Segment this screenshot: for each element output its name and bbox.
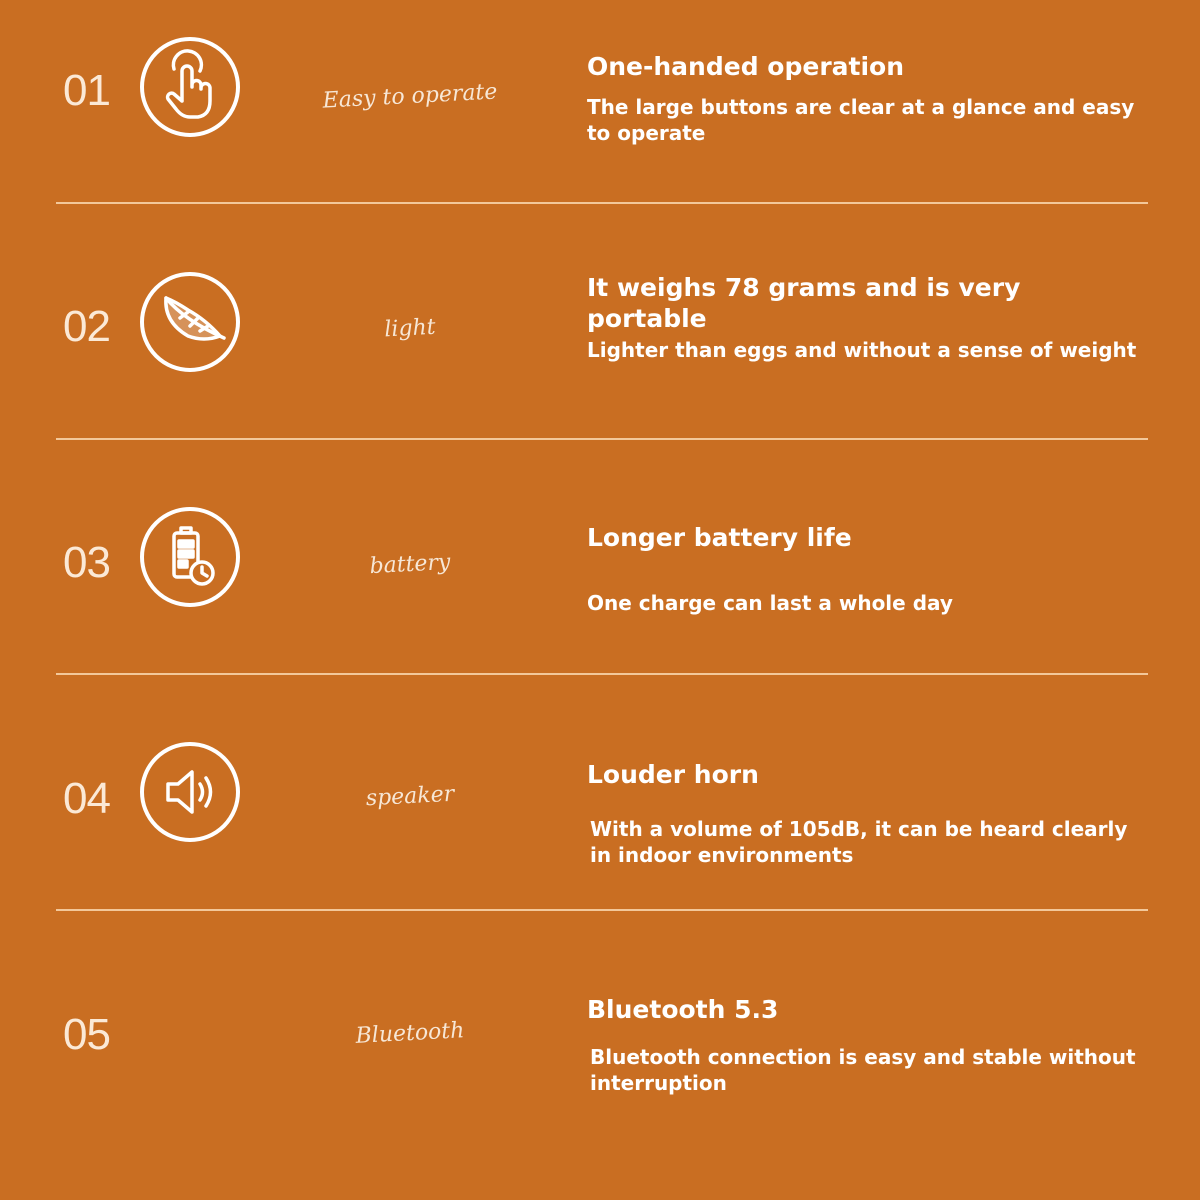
feather-icon — [140, 272, 240, 372]
feature-number: 04 — [63, 774, 110, 823]
feature-title: Louder horn — [587, 760, 759, 789]
feature-number: 03 — [63, 538, 110, 587]
feature-title: It weighs 78 grams and is very portable — [587, 273, 1021, 333]
feature-description: Lighter than eggs and without a sense of weight — [587, 338, 1137, 362]
feature-tag: light — [383, 314, 437, 343]
feature-number: 02 — [63, 302, 110, 351]
feature-description: With a volume of 105dB, it can be heard clearly in indoor environments — [590, 817, 1128, 867]
feature-number: 01 — [63, 66, 110, 115]
battery-clock-icon — [140, 507, 240, 607]
pointer-hand-icon — [140, 37, 240, 137]
divider — [56, 202, 1148, 204]
feature-title: Longer battery life — [587, 523, 852, 552]
feature-description: The large buttons are clear at a glance and easy to operate — [587, 95, 1135, 145]
speaker-icon — [140, 742, 240, 842]
feature-description: One charge can last a whole day — [587, 591, 953, 615]
feature-tag: Bluetooth — [355, 1018, 465, 1049]
feature-number: 05 — [63, 1010, 110, 1059]
feature-description: Bluetooth connection is easy and stable without interruption — [590, 1045, 1136, 1095]
feature-tag: battery — [368, 549, 452, 580]
feature-title: One-handed operation — [587, 52, 905, 81]
feature-tag: Easy to operate — [322, 79, 498, 114]
divider — [56, 438, 1148, 440]
feature-tag: speaker — [365, 781, 455, 812]
feature-title: Bluetooth 5.3 — [587, 995, 779, 1024]
divider — [56, 673, 1148, 675]
divider — [56, 909, 1148, 911]
